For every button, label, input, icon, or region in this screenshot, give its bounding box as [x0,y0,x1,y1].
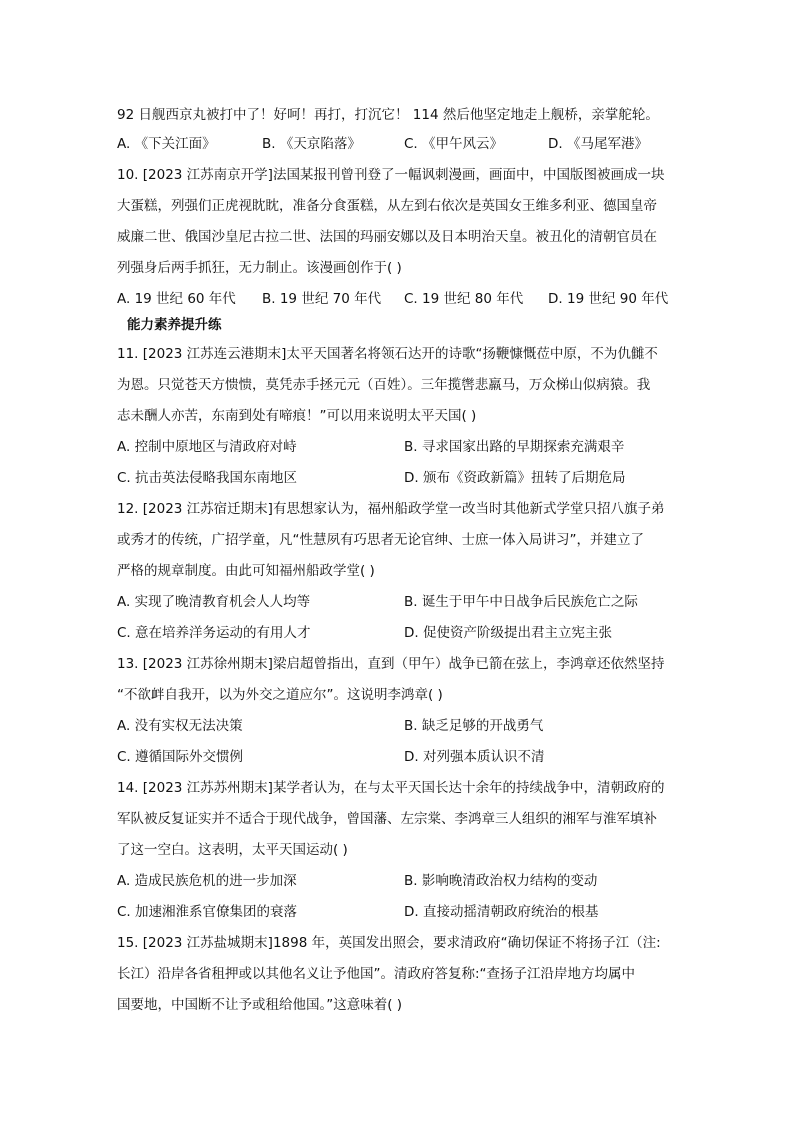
q13-stem-line-1: 13. [2023 江苏徐州期末]梁启超曾指出，直到（甲午）战争已箭在弦上，李鸿章还依然坚持 [117,656,665,672]
q13-option-d: D. 对列强本质认识不清 [404,749,545,765]
q11-stem-line-3: 志未酬人亦苦，东南到处有啼痕！”可以用来说明太平天国( ) [117,408,477,424]
q14-option-b: B. 影响晚清政治权力结构的变动 [404,873,598,889]
q10-option-c: C. 19 世纪 80 年代 [404,291,524,307]
q9-option-a: A. 《下关江面》 [117,136,216,152]
q10-option-d: D. 19 世纪 90 年代 [548,291,669,307]
q11-stem-line-2: 为恩。只觉苍天方愦愦，莫凭赤手拯元元（百姓）。三年揽辔悲羸马，万众梯山似病猿。我 [117,377,651,393]
q11-stem-line-1: 11. [2023 江苏连云港期末]太平天国著名将领石达开的诗歌“扬鞭慷慨莅中原，不为仇雠不 [117,346,658,362]
section-heading: 能力素养提升练 [127,317,222,333]
q15-stem-line-2: 长江）沿岸各省租押或以其他名义让予他国”。清政府答复称:“查扬子江沿岸地方均属中 [117,966,636,982]
q9-option-d: D. 《马尾军港》 [548,136,648,152]
q14-stem-line-3: 了这一空白。这表明，太平天国运动( ) [117,842,348,858]
q12-option-d: D. 促使资产阶级提出君主立宪主张 [404,625,612,641]
q12-option-a: A. 实现了晚清教育机会人人均等 [117,594,311,610]
q10-stem-line-1: 10. [2023 江苏南京开学]法国某报刊曾刊登了一幅讽刺漫画，画面中，中国版图被画成一块 [117,167,665,183]
q13-stem-line-2: “不欲衅自我开，以为外交之道应尔”。这说明李鸿章( ) [117,687,443,703]
q12-option-b: B. 诞生于甲午中日战争后民族危亡之际 [404,594,638,610]
q15-stem-line-3: 国要地，中国断不让予或租给他国。”这意味着( ) [117,997,403,1013]
q10-stem-line-2: 大蛋糕，列强们正虎视眈眈，准备分食蛋糕，从左到右依次是英国女王维多利亚、德国皇帝 [117,198,657,214]
q9-option-b: B. 《天京陷落》 [262,136,361,152]
q9-option-c: C. 《甲午风云》 [404,136,504,152]
q11-option-c: C. 抗击英法侵略我国东南地区 [117,470,298,486]
q12-stem-line-2: 或秀才的传统，广招学童，凡“性慧夙有巧思者无论官绅、士庶一体入局讲习”，并建立了 [117,532,644,548]
q13-option-b: B. 缺乏足够的开战勇气 [404,718,544,734]
q14-option-d: D. 直接动摇清朝政府统治的根基 [404,904,599,920]
q14-option-c: C. 加速湘淮系官僚集团的衰落 [117,904,298,920]
q15-stem-line-1: 15. [2023 江苏盐城期末]1898 年，英国发出照会，要求清政府“确切保证不将扬子江（注: [117,935,661,951]
q11-option-a: A. 控制中原地区与清政府对峙 [117,439,297,455]
q12-stem-line-3: 严格的规章制度。由此可知福州船政学堂( ) [117,563,375,579]
q14-option-a: A. 造成民族危机的进一步加深 [117,873,297,889]
q10-option-a: A. 19 世纪 60 年代 [117,291,236,307]
q13-option-c: C. 遵循国际外交惯例 [117,749,244,765]
q10-stem-line-4: 列强身后两手抓狂，无力制止。该漫画创作于( ) [117,260,402,276]
q13-option-a: A. 没有实权无法决策 [117,718,243,734]
q9-stem-tail: 92 日舰西京丸被打中了！好呵！再打，打沉它！ 114 然后他坚定地走上舰桥，亲掌舵轮。 [117,107,659,123]
q11-option-b: B. 寻求国家出路的早期探索充满艰辛 [404,439,625,455]
q10-option-b: B. 19 世纪 70 年代 [262,291,382,307]
q14-stem-line-2: 军队被反复证实并不适合于现代战争，曾国藩、左宗棠、李鸿章三人组织的湘军与淮军填补 [117,811,657,827]
q12-option-c: C. 意在培养洋务运动的有用人才 [117,625,311,641]
q12-stem-line-1: 12. [2023 江苏宿迁期末]有思想家认为，福州船政学堂一改当时其他新式学堂只招八旗子弟 [117,501,665,517]
q10-stem-line-3: 威廉二世、俄国沙皇尼古拉二世、法国的玛丽安娜以及日本明治天皇。被丑化的清朝官员在 [117,229,657,245]
q14-stem-line-1: 14. [2023 江苏苏州期末]某学者认为，在与太平天国长达十余年的持续战争中，清朝政府的 [117,780,665,796]
q11-option-d: D. 颁布《资政新篇》扭转了后期危局 [404,470,626,486]
